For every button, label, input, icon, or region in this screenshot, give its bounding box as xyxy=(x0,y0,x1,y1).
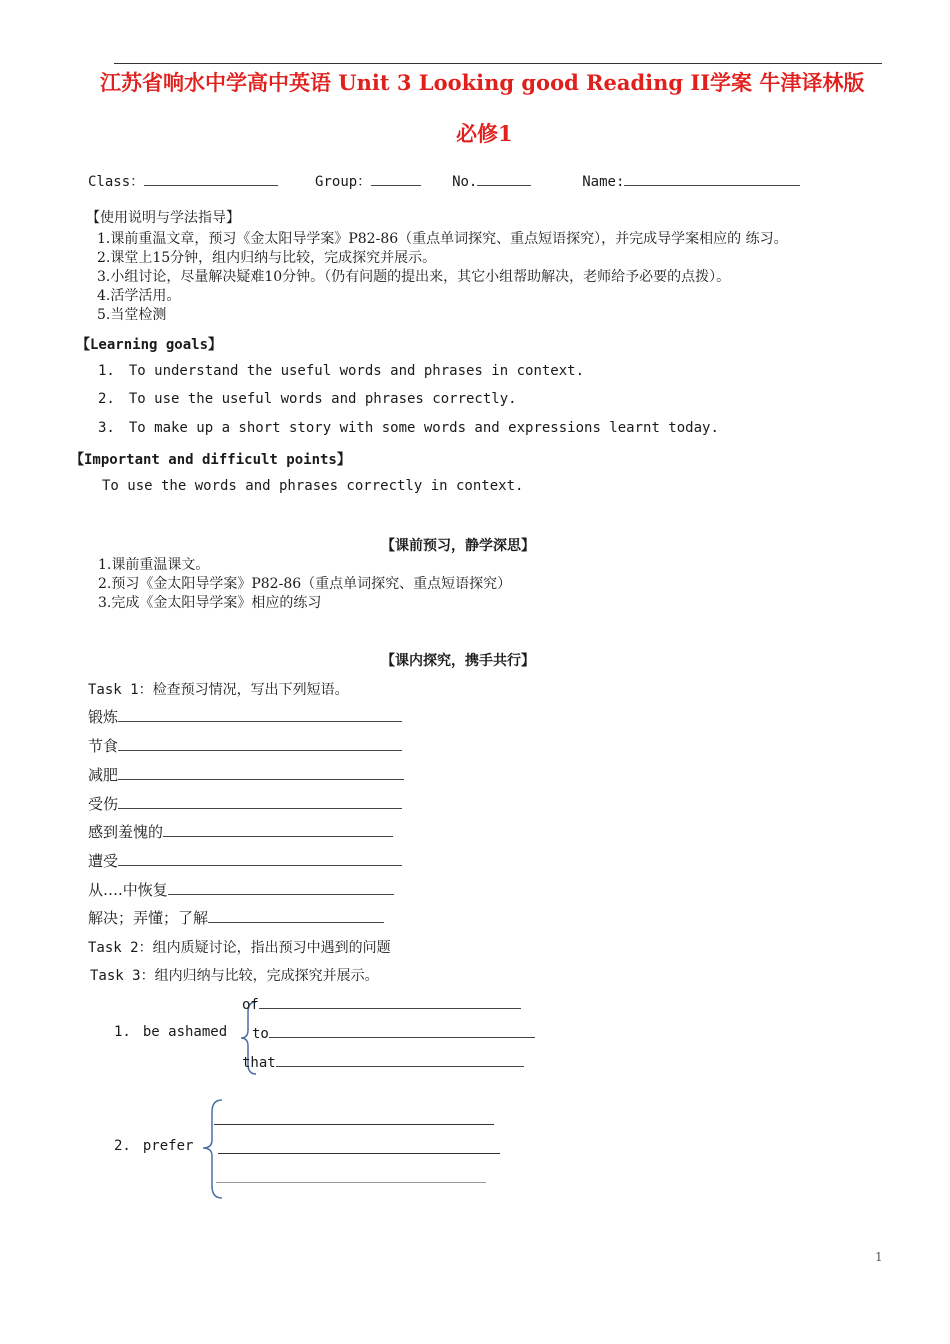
preview-item: 2.预习《金太阳导学案》P82-86（重点单词探究、重点短语探究） xyxy=(98,576,512,592)
name-field[interactable] xyxy=(624,171,800,186)
points-text: To use the words and phrases correctly in context. xyxy=(102,478,524,494)
answer-line[interactable] xyxy=(118,794,402,809)
left-brace-icon xyxy=(200,1098,224,1200)
answer-line[interactable] xyxy=(118,765,404,780)
answer-line[interactable] xyxy=(208,908,384,923)
preview-item: 3.完成《金太阳导学案》相应的练习 xyxy=(98,595,322,611)
phrase-row: 受伤 xyxy=(88,793,402,814)
item2-label: 2. prefer xyxy=(114,1138,194,1154)
class-field[interactable] xyxy=(144,171,278,186)
page-title-line2: 必修1 xyxy=(456,121,513,146)
phrase-row: 锻炼 xyxy=(88,706,402,727)
answer-line[interactable] xyxy=(218,1153,500,1154)
answer-line[interactable] xyxy=(118,736,402,751)
phrase-row: 节食 xyxy=(88,735,402,756)
instructions-heading: 【使用说明与学法指导】 xyxy=(86,210,240,226)
group-field[interactable] xyxy=(371,171,421,186)
no-label: No. xyxy=(452,174,478,190)
answer-line[interactable] xyxy=(118,707,402,722)
goals-heading: 【Learning goals】 xyxy=(76,337,223,353)
answer-line[interactable] xyxy=(168,880,394,895)
goal-item: 1. To understand the useful words and phrases in context. xyxy=(98,363,585,379)
answer-line[interactable] xyxy=(118,851,402,866)
instruction-item: 2.课堂上15分钟，组内归纳与比较，完成探究并展示。 xyxy=(97,250,437,266)
phrase-row: 从….中恢复 xyxy=(88,879,394,900)
phrase-row: 减肥 xyxy=(88,764,404,785)
preview-item: 1.课前重温课文。 xyxy=(98,557,210,573)
answer-line[interactable] xyxy=(214,1124,494,1125)
top-rule xyxy=(114,63,882,64)
option-row: that xyxy=(242,1052,524,1071)
answer-line[interactable] xyxy=(163,822,393,837)
points-heading: 【Important and difficult points】 xyxy=(70,452,351,468)
page-title: 江苏省响水中学高中英语 Unit 3 Looking good Reading II学案 牛津译林版 xyxy=(100,70,865,95)
page-number: 1 xyxy=(875,1250,883,1264)
explore-heading: 【课内探究，携手共行】 xyxy=(381,653,535,669)
preview-heading: 【课前预习，静学深思】 xyxy=(381,538,535,554)
item1-label: 1. be ashamed xyxy=(114,1024,228,1040)
phrase-row: 感到羞愧的 xyxy=(88,821,393,842)
class-label: Class： xyxy=(88,174,145,190)
phrase-row: 遭受 xyxy=(88,850,402,871)
phrase-row: 解决；弄懂；了解 xyxy=(88,907,384,928)
group-label: Group： xyxy=(315,174,372,190)
goal-item: 3. To make up a short story with some words and expressions learnt today. xyxy=(98,420,719,436)
goal-item: 2. To use the useful words and phrases correctly. xyxy=(98,391,517,407)
info-row xyxy=(88,171,800,191)
name-label: Name: xyxy=(582,174,625,190)
answer-line[interactable] xyxy=(216,1182,486,1183)
option-row: of xyxy=(242,994,521,1013)
task2-label: Task 2：组内质疑讨论，指出预习中遇到的问题 xyxy=(88,940,391,956)
instruction-item: 5.当堂检测 xyxy=(97,307,167,323)
instruction-item: 1.课前重温文章，预习《金太阳导学案》P82-86（重点单词探究、重点短语探究），并完成导学案相应的 练习。 xyxy=(97,231,788,247)
option-row: to xyxy=(252,1023,535,1042)
task1-label: Task 1：检查预习情况，写出下列短语。 xyxy=(88,682,349,698)
answer-line[interactable] xyxy=(259,994,521,1009)
instruction-item: 3.小组讨论，尽量解决疑难10分钟。（仍有问题的提出来，其它小组帮助解决，老师给予必要的点拨）。 xyxy=(97,269,731,285)
task3-label: Task 3：组内归纳与比较，完成探究并展示。 xyxy=(90,968,379,984)
no-field[interactable] xyxy=(477,171,531,186)
instruction-item: 4.活学活用。 xyxy=(97,288,181,304)
answer-line[interactable] xyxy=(276,1052,524,1067)
answer-line[interactable] xyxy=(269,1023,535,1038)
